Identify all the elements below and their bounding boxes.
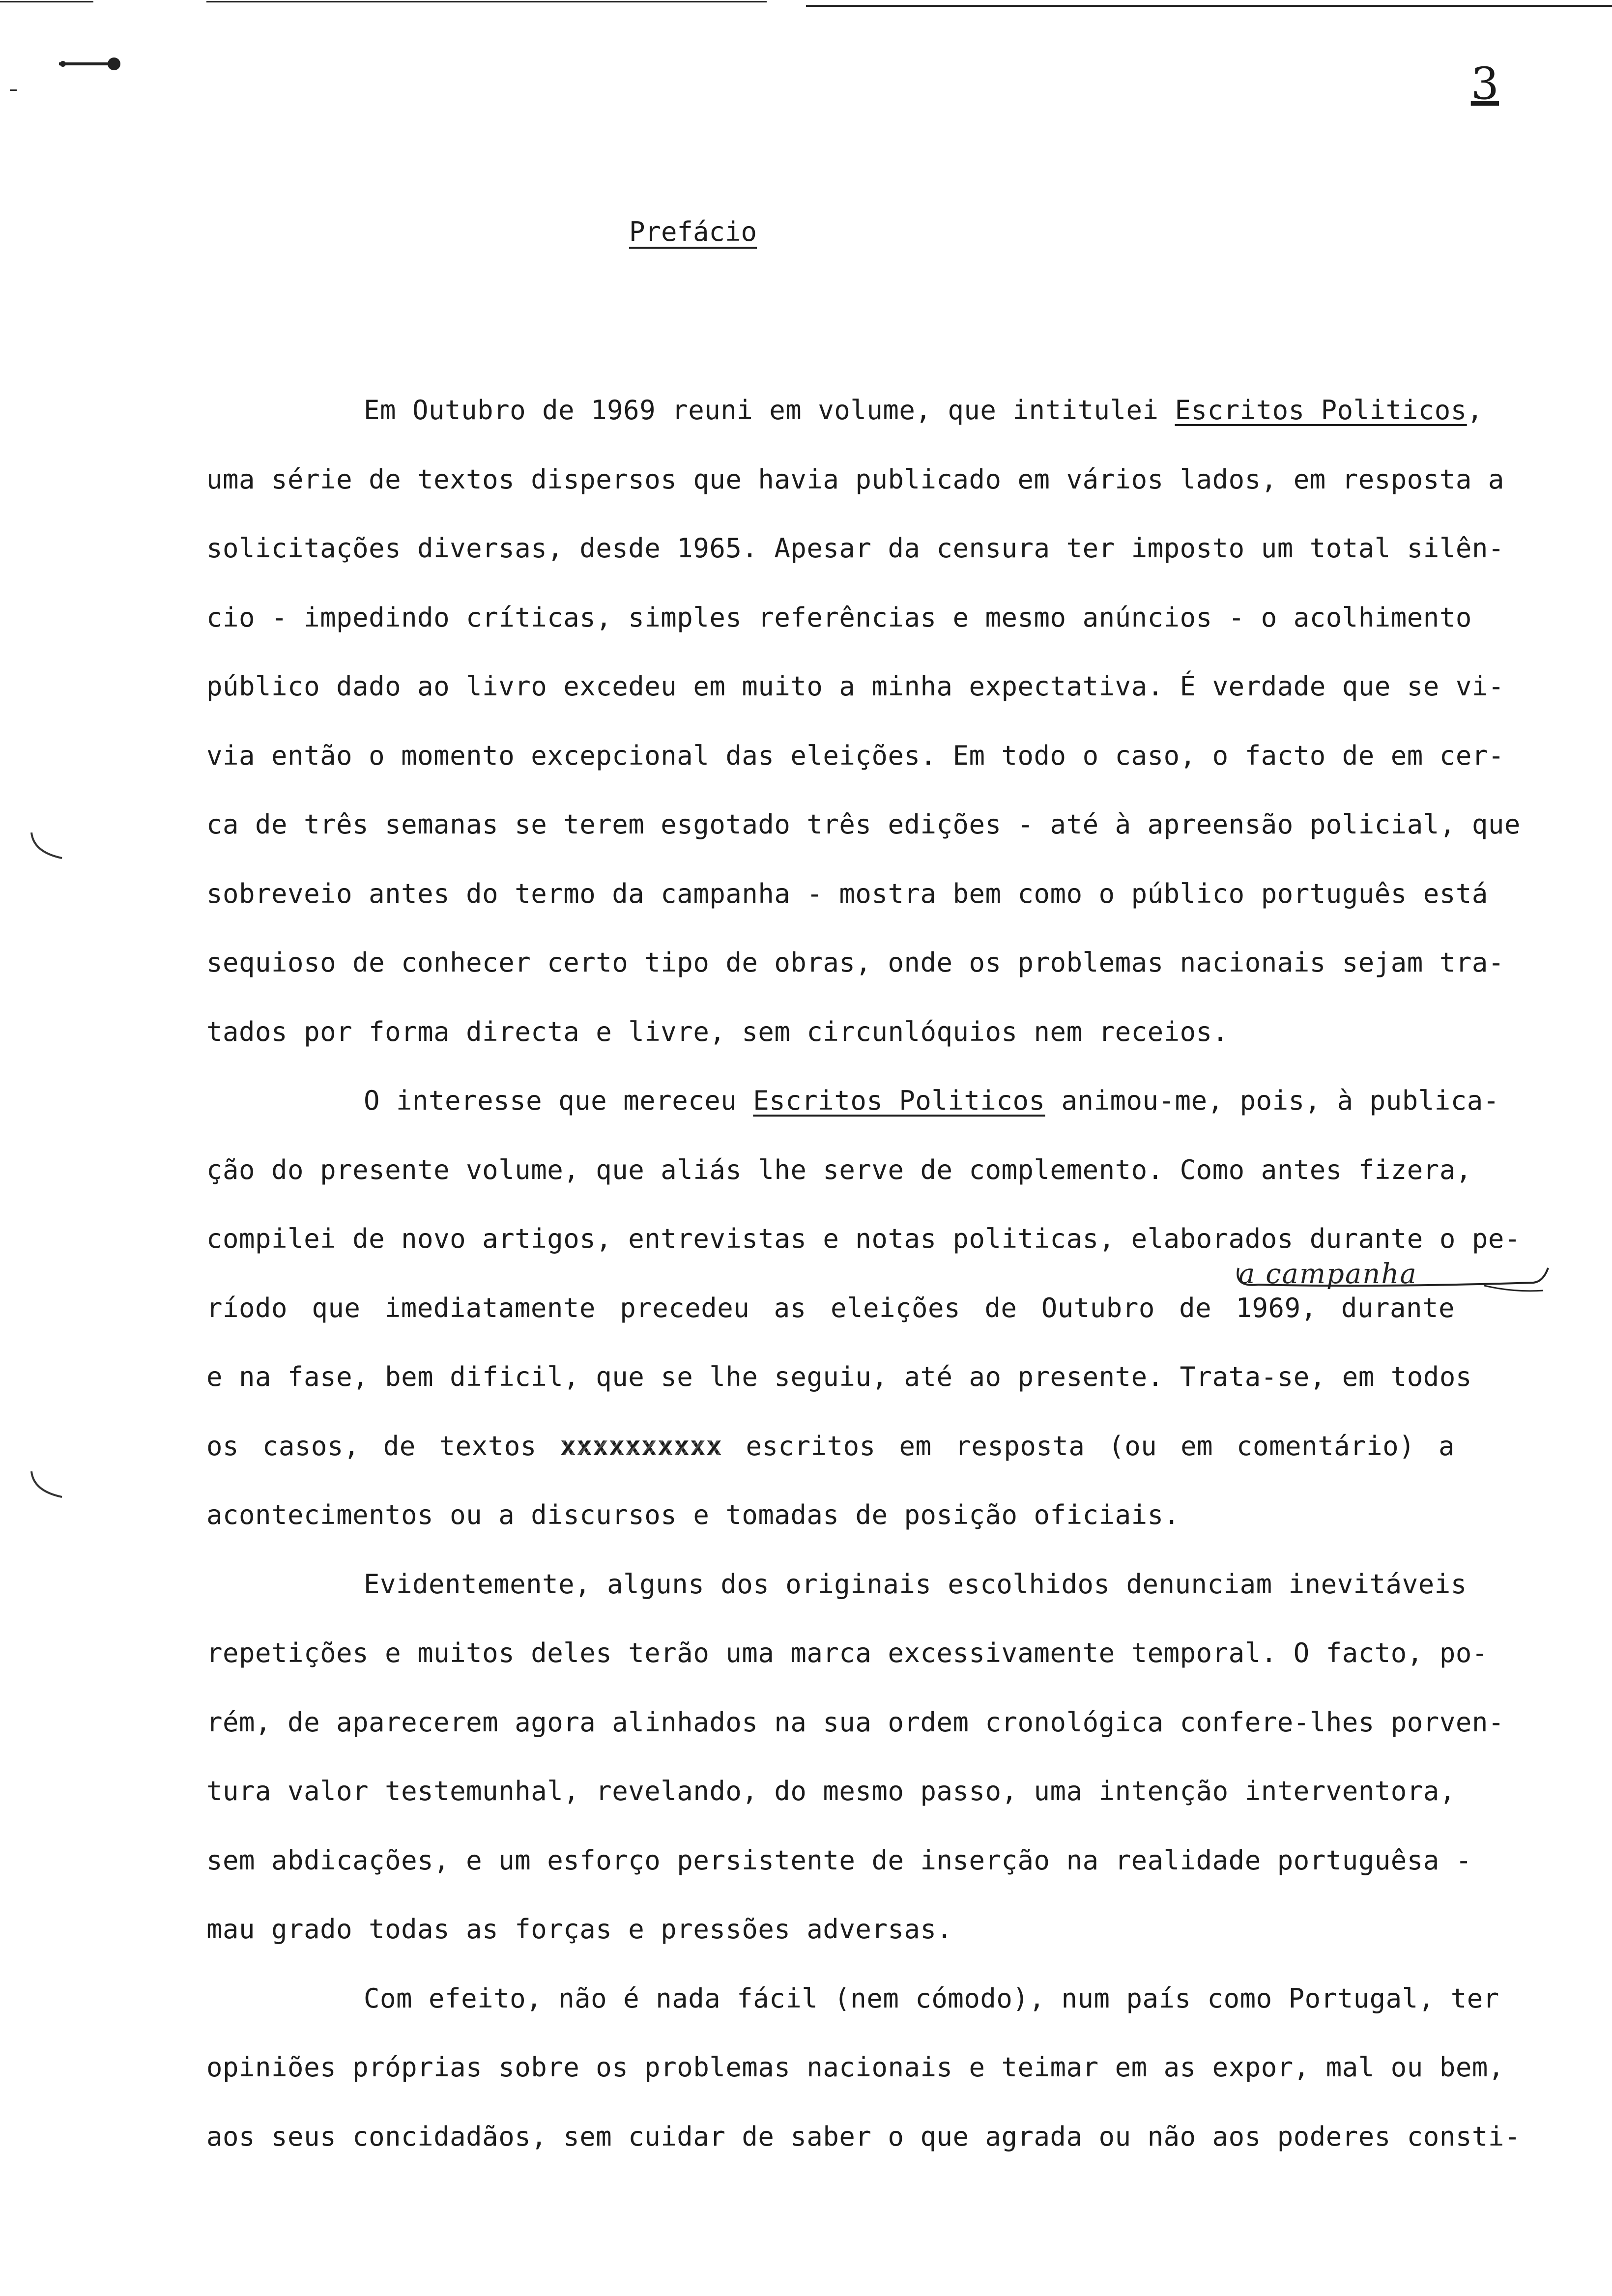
text-segment: solicitações diversas, desde 1965. Apesar da censura ter imposto um total silên- — [206, 533, 1504, 564]
text-line — [206, 2033, 1504, 2102]
text-segment: sem abdicações, e um esforço persistente de inserção na realidade portuguêsa - — [206, 1844, 1472, 1876]
text-segment: escritos em resposta (ou em comentário) a — [722, 1430, 1455, 1462]
text-line — [206, 583, 1472, 653]
scan-edge-line — [0, 1, 93, 2]
text-segment: opiniões próprias sobre os problemas nacionais e teimar em as expor, mal ou bem, — [206, 2052, 1504, 2083]
text-line — [206, 1826, 1472, 1895]
text-segment: tados por forma directa e livre, sem circunlóquios nem receios. — [206, 1016, 1229, 1047]
text-segment: sobreveio antes do termo da campanha - mostra bem como o público português está — [206, 878, 1488, 909]
margin-bracket-mark — [29, 1469, 64, 1499]
text-segment: acontecimentos ou a discursos e tomadas de posição oficiais. — [206, 1499, 1180, 1530]
text-line — [206, 1412, 1455, 1481]
text-line — [206, 790, 1521, 860]
text-segment: O interesse que mereceu — [364, 1085, 753, 1116]
text-line — [206, 1619, 1488, 1688]
text-segment: e na fase, bem dificil, que se lhe seguiu, até ao presente. Trata-se, em todos — [206, 1361, 1472, 1392]
text-line — [206, 1688, 1504, 1757]
text-line — [206, 1895, 1455, 1964]
handwritten-insertion: a campanha — [1238, 1258, 1417, 1290]
text-segment: Evidentemente, alguns dos originais escolhidos denunciam inevitáveis — [364, 1568, 1467, 1600]
text-line — [206, 1066, 1499, 1136]
text-line — [206, 2102, 1521, 2172]
text-segment: Em Outubro de 1969 reuni em volume, que intitulei — [364, 395, 1175, 426]
struck-out-word: xxxxxxxxxx — [560, 1412, 722, 1481]
text-segment: ríodo que imediatamente precedeu as eleições de Outubro de 1969, durante — [206, 1292, 1455, 1323]
text-line — [206, 652, 1504, 721]
text-segment: uma série de textos dispersos que havia publicado em vários lados, em resposta a — [206, 463, 1504, 495]
page-number: 3 — [1470, 58, 1499, 110]
staple-mark — [59, 55, 123, 73]
scan-edge-dash — [10, 89, 17, 91]
paragraph — [206, 1550, 1504, 1964]
text-line — [206, 860, 1488, 929]
text-segment: ção do presente volume, que aliás lhe serve de complemento. Como antes fizera, — [206, 1154, 1472, 1185]
text-segment: repetições e muitos deles terão uma marca excessivamente temporal. O facto, po- — [206, 1637, 1488, 1668]
text-segment: rém, de aparecerem agora alinhados na sua ordem cronológica confere-lhes porven- — [206, 1706, 1504, 1738]
scan-edge-line — [806, 5, 1612, 7]
text-line — [206, 721, 1504, 791]
text-segment: via então o momento excepcional das eleições. Em todo o caso, o facto de em cer- — [206, 740, 1504, 771]
text-line — [206, 1757, 1455, 1826]
underlined-title-reference: Escritos Politicos — [1175, 395, 1467, 426]
text-line — [206, 445, 1504, 515]
paragraph — [206, 1066, 1521, 1550]
document-body — [206, 376, 1521, 2171]
text-line — [206, 1274, 1455, 1343]
scan-edge-line — [206, 1, 767, 2]
text-segment: sequioso de conhecer certo tipo de obras, onde os problemas nacionais sejam tra- — [206, 947, 1504, 978]
text-line — [206, 998, 1455, 1067]
text-segment: animou-me, pois, à publica- — [1045, 1085, 1499, 1116]
text-line — [206, 1136, 1472, 1205]
margin-bracket-mark — [29, 831, 64, 860]
text-segment: Com efeito, não é nada fácil (nem cómodo), num país como Portugal, ter — [364, 1982, 1499, 2014]
text-segment: , — [1467, 395, 1483, 426]
text-line — [206, 1481, 1455, 1550]
paragraph — [206, 376, 1521, 1066]
text-line — [206, 376, 1483, 445]
text-segment: compilei de novo artigos, entrevistas e notas politicas, elaborados durante o pe- — [206, 1223, 1521, 1254]
text-segment: ca de três semanas se terem esgotado três edições - até à apreensão policial, que — [206, 809, 1521, 840]
text-line — [206, 1964, 1499, 2034]
text-segment: cio - impedindo críticas, simples referências e mesmo anúncios - o acolhimento — [206, 602, 1472, 633]
text-line — [206, 514, 1504, 583]
text-line — [206, 1343, 1472, 1412]
underlined-title-reference: Escritos Politicos — [753, 1085, 1045, 1116]
page-title: Prefácio — [629, 216, 757, 247]
text-line — [206, 1550, 1467, 1619]
text-segment: aos seus concidadãos, sem cuidar de saber o que agrada ou não aos poderes consti- — [206, 2121, 1521, 2152]
text-line — [206, 928, 1504, 998]
text-segment: tura valor testemunhal, revelando, do mesmo passo, uma intenção interventora, — [206, 1776, 1456, 1807]
text-segment: mau grado todas as forças e pressões adversas. — [206, 1914, 953, 1945]
text-segment: público dado ao livro excedeu em muito a minha expectativa. É verdade que se vi- — [206, 671, 1504, 702]
text-line — [206, 1205, 1521, 1274]
text-segment: os casos, de textos — [206, 1430, 560, 1462]
paragraph — [206, 1964, 1521, 2172]
